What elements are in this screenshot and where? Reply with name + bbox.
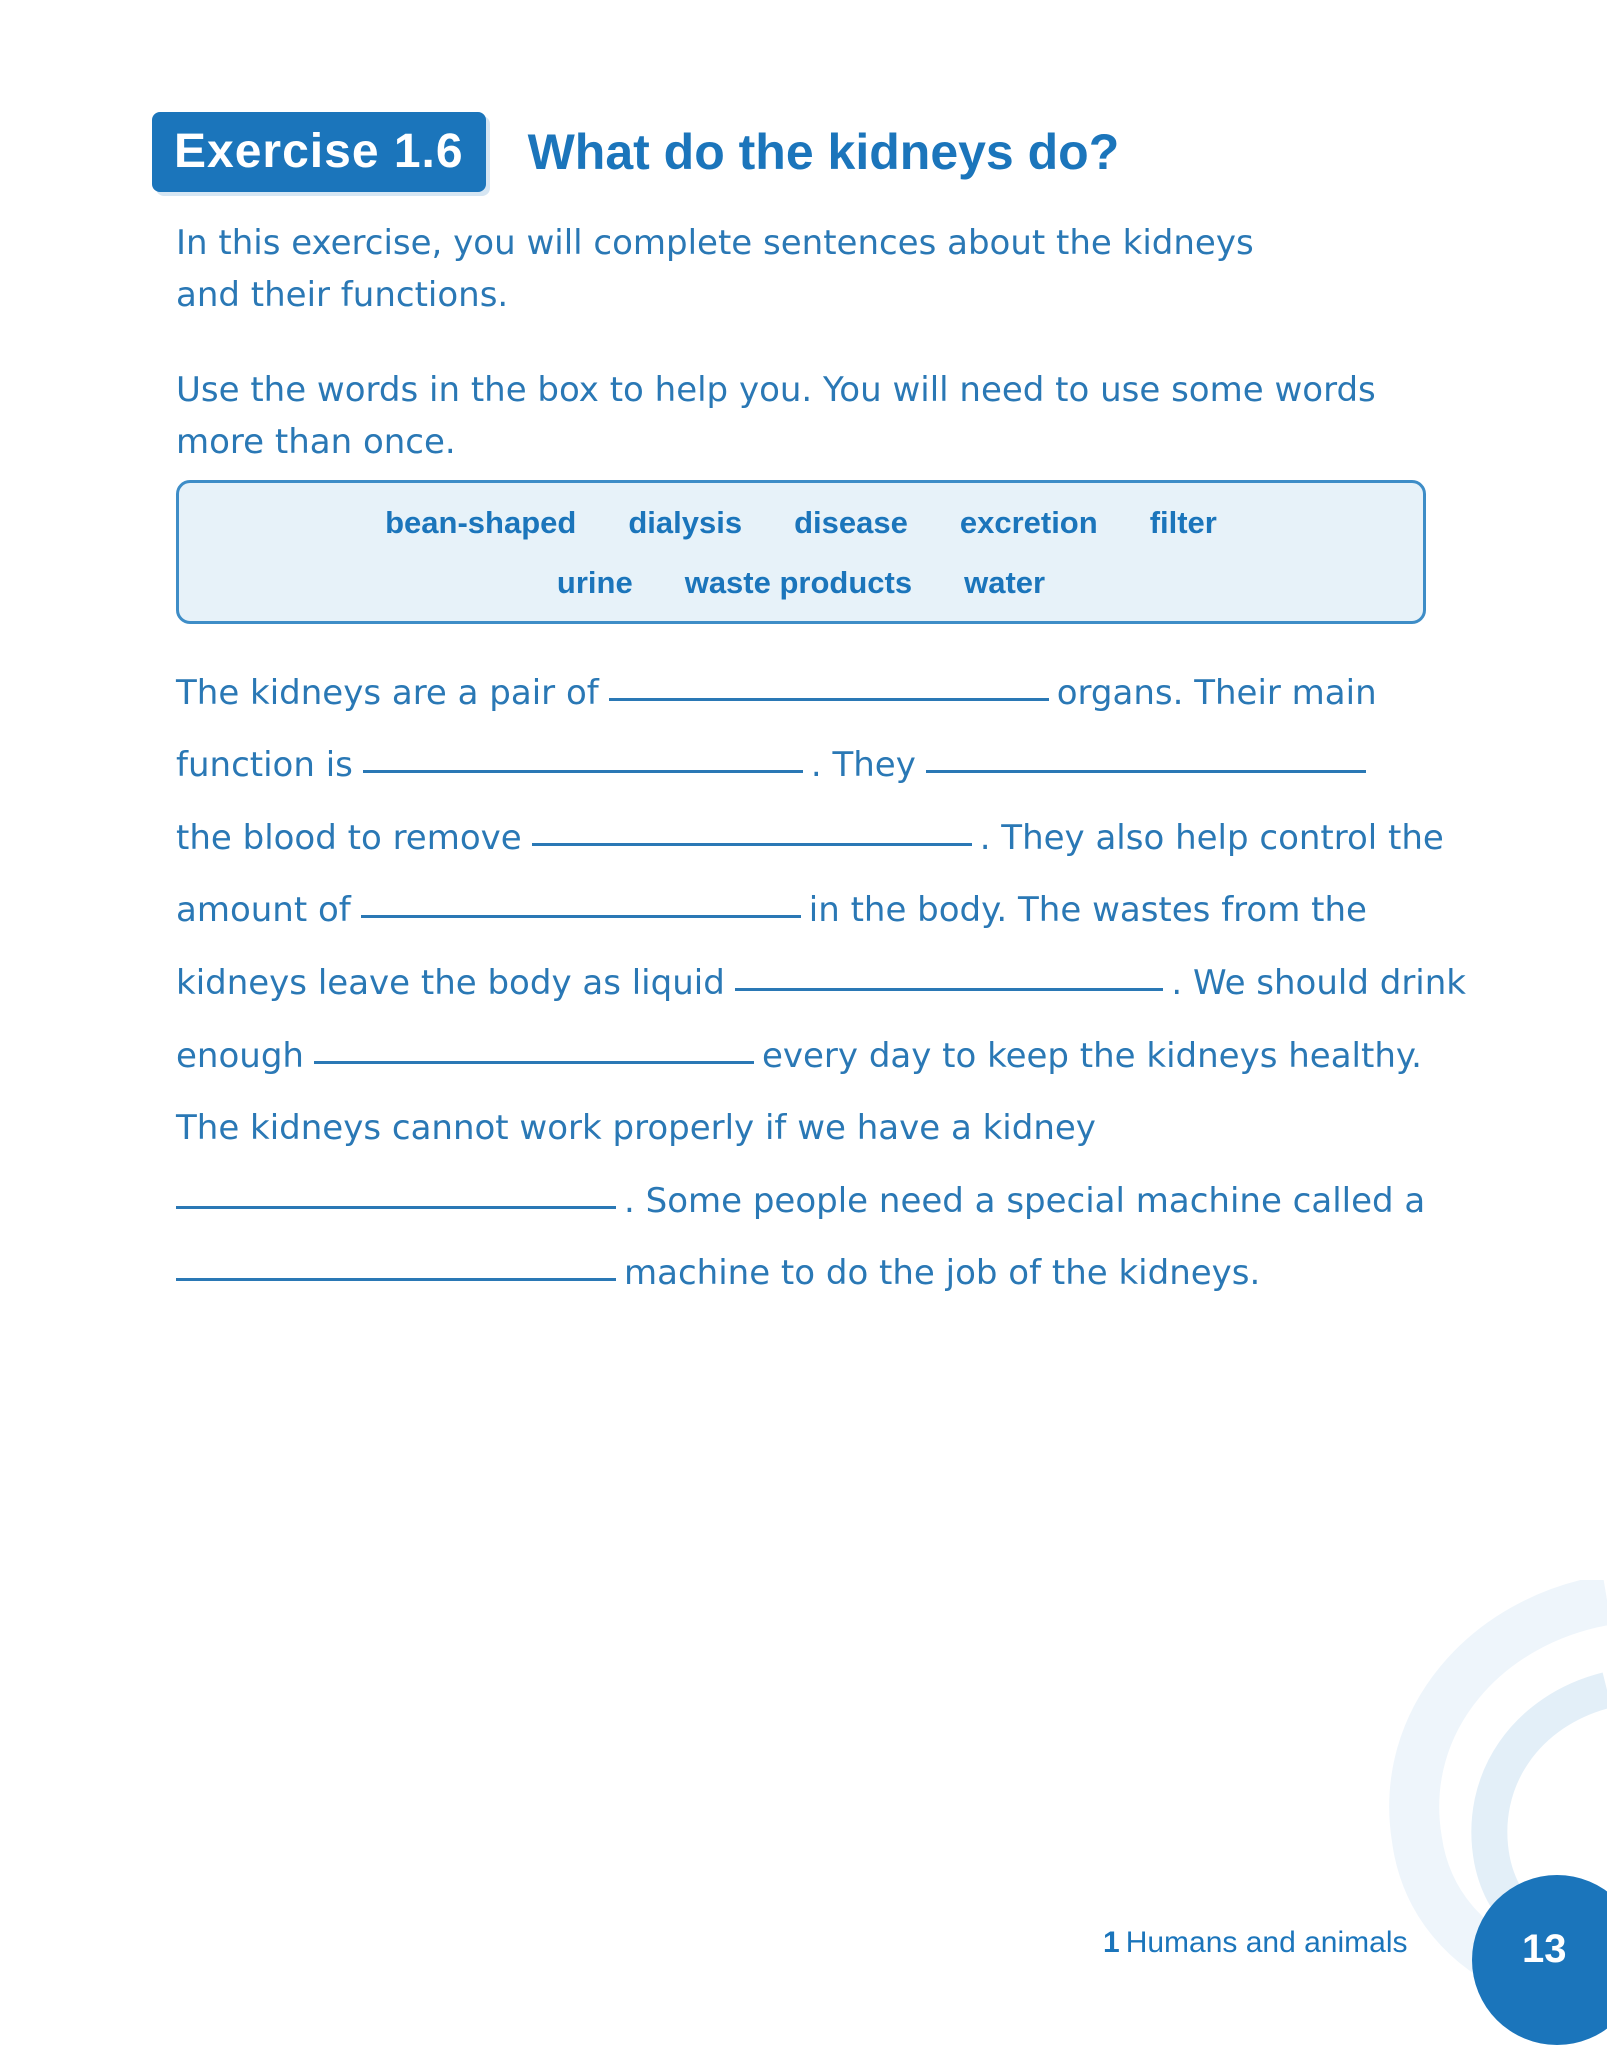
passage-text: . Some people need a special machine called a: [624, 1180, 1426, 1221]
passage-line: [176, 785, 1466, 858]
passage-text: enough: [176, 1035, 304, 1076]
passage-text: organs. Their main: [1056, 672, 1377, 713]
answer-blank[interactable]: [361, 915, 801, 918]
passage-text: every day to keep the kidneys healthy.: [761, 1035, 1422, 1076]
passage-text: machine to do the job of the kidneys.: [624, 1253, 1261, 1294]
passage-line: [176, 1148, 1466, 1221]
answer-blank[interactable]: [926, 770, 1366, 773]
passage-text: in the body. The wastes from the: [808, 890, 1367, 931]
chapter-title: Humans and animals: [1125, 1926, 1408, 1959]
passage-text: . They also help control the: [979, 817, 1444, 858]
passage-line: [176, 1076, 1466, 1149]
word-urine: urine: [556, 565, 633, 600]
word-water: water: [964, 565, 1046, 600]
passage-text: The kidneys cannot work properly if we have a kidney: [176, 1108, 1096, 1149]
instructions-paragraph: Use the words in the box to help you. You will need to use some words more than once.: [176, 370, 1376, 462]
answer-blank[interactable]: [176, 1278, 616, 1281]
passage-text: amount of: [176, 890, 351, 931]
word-disease: disease: [794, 505, 908, 540]
fill-in-passage: [176, 640, 1466, 1293]
page-number: 13: [1522, 1927, 1567, 1971]
answer-blank[interactable]: [532, 843, 972, 846]
answer-blank[interactable]: [363, 770, 803, 773]
passage-line: [176, 930, 1466, 1003]
passage-text: kidneys leave the body as liquid: [176, 962, 725, 1003]
word-filter: filter: [1149, 505, 1217, 540]
word-box-row: [179, 565, 1423, 601]
passage-text: The kidneys are a pair of: [176, 672, 599, 713]
word-waste-products: waste products: [684, 565, 913, 600]
chapter-footer: [1103, 1926, 1408, 1960]
word-bean-shaped: bean-shaped: [385, 505, 577, 540]
passage-text: function is: [176, 745, 353, 786]
word-dialysis: dialysis: [628, 505, 743, 540]
answer-blank[interactable]: [176, 1206, 616, 1209]
passage-text: . They: [810, 745, 916, 786]
chapter-number: 1: [1103, 1926, 1120, 1959]
passage-line: [176, 1003, 1466, 1076]
intro-paragraph: In this exercise, you will complete sentences about the kidneys and their functions.: [176, 223, 1254, 315]
word-excretion: excretion: [959, 505, 1098, 540]
answer-blank[interactable]: [609, 698, 1049, 701]
exercise-title: What do the kidneys do?: [527, 124, 1120, 180]
word-box: [176, 480, 1426, 624]
passage-text: . We should drink: [1171, 962, 1466, 1003]
answer-blank[interactable]: [735, 988, 1164, 991]
passage-line: [176, 858, 1466, 931]
passage-line: [176, 713, 1466, 786]
passage-text: the blood to remove: [176, 817, 522, 858]
passage-line: [176, 1221, 1466, 1294]
exercise-header: [152, 112, 1119, 192]
exercise-badge: Exercise 1.6: [152, 112, 486, 192]
passage-line: [176, 640, 1466, 713]
answer-blank[interactable]: [314, 1061, 754, 1064]
word-box-row: [179, 505, 1423, 541]
